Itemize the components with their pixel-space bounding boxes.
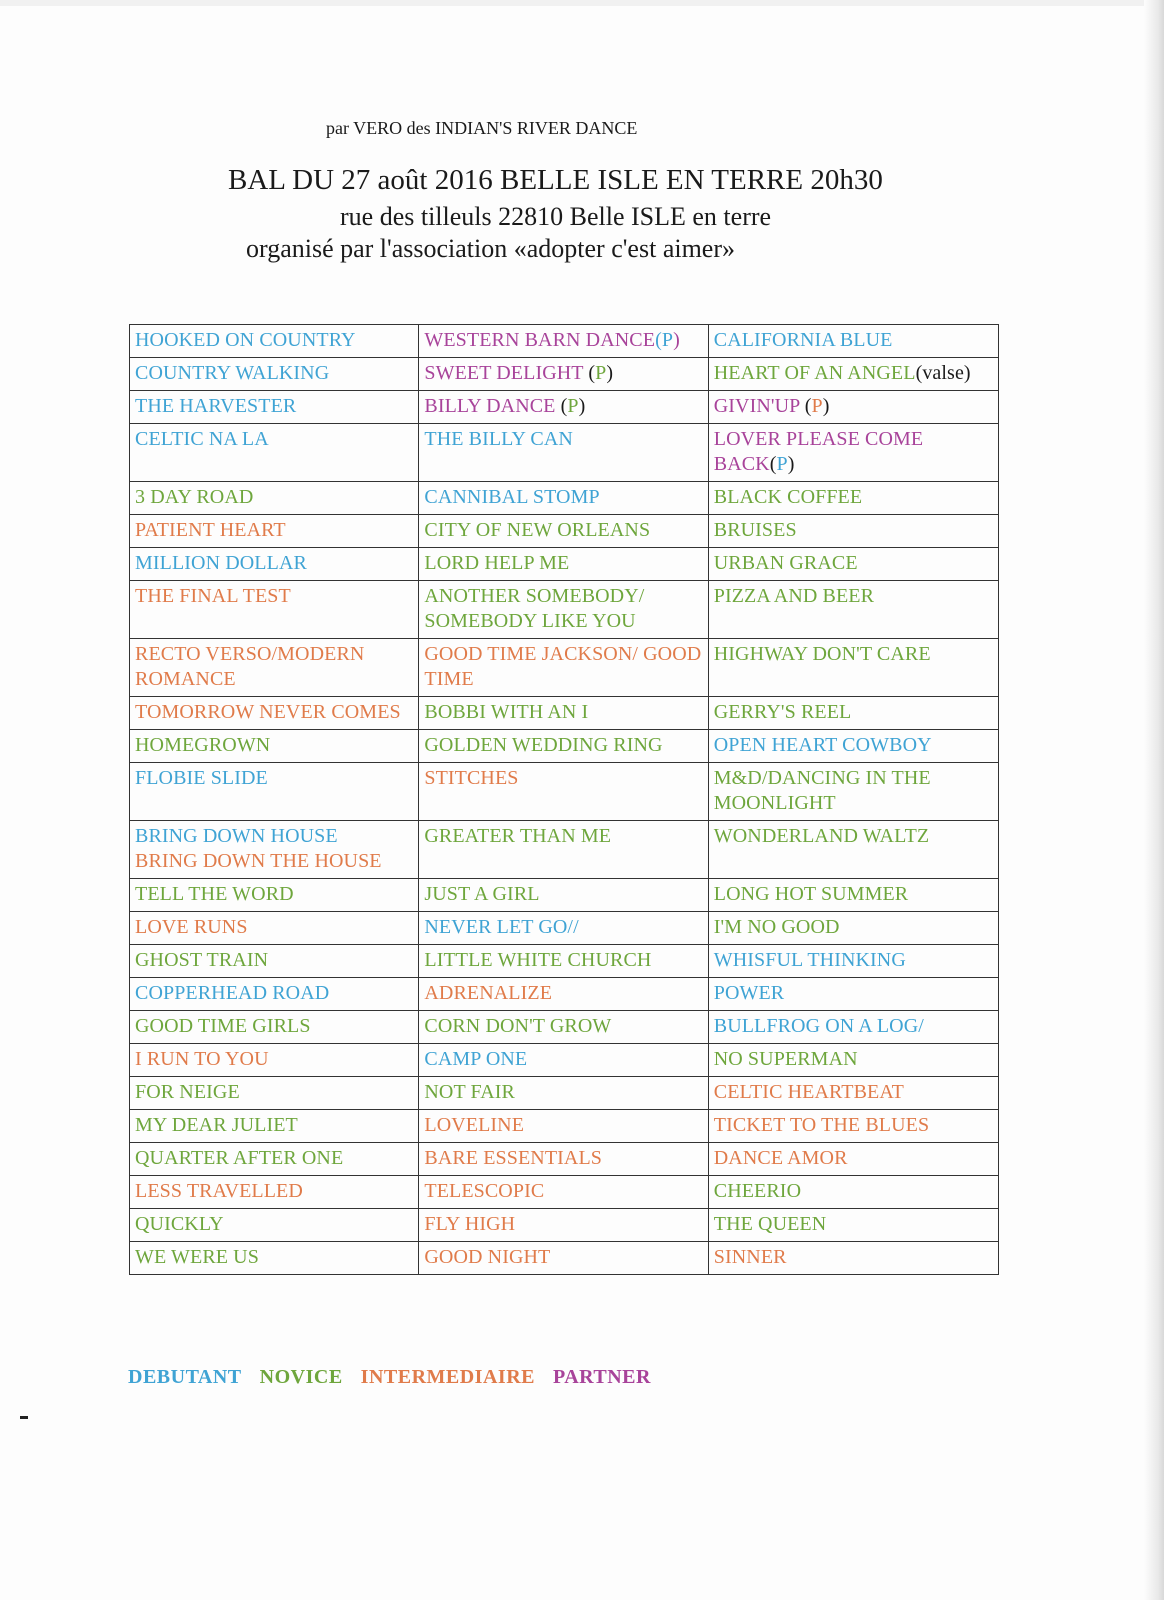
dance-name-segment: I RUN TO YOU	[135, 1048, 269, 1070]
dance-cell	[419, 1209, 708, 1242]
dance-cell	[708, 325, 998, 358]
dance-name-segment: THE BILLY CAN	[424, 428, 573, 450]
dance-cell	[708, 1044, 998, 1077]
dance-cell	[708, 581, 998, 639]
dance-cell	[708, 515, 998, 548]
dance-name-segment: HIGHWAY DON'T CARE	[713, 643, 931, 665]
dance-cell	[708, 391, 998, 424]
table-row	[130, 978, 999, 1011]
dance-name-segment: NOT FAIR	[424, 1081, 515, 1103]
dance-name-segment: GOOD NIGHT	[424, 1246, 551, 1268]
dance-name-segment: P	[811, 395, 823, 417]
dance-cell	[130, 1077, 419, 1110]
dance-cell	[419, 358, 708, 391]
dance-name-segment: NEVER LET GO//	[424, 916, 579, 938]
dance-name-segment: THE HARVESTER	[135, 395, 297, 417]
dance-name-segment: COPPERHEAD ROAD	[135, 982, 330, 1004]
dance-name-segment: QUICKLY	[135, 1213, 224, 1235]
dance-name-segment: P	[567, 395, 579, 417]
dance-name-segment: CALIFORNIA BLUE	[713, 329, 893, 351]
dance-name-segment: CELTIC HEARTBEAT	[713, 1081, 904, 1103]
dance-name-segment: ANOTHER SOMEBODY/ SOMEBODY LIKE YOU	[424, 585, 645, 632]
dance-cell	[130, 1044, 419, 1077]
dance-cell	[419, 325, 708, 358]
dance-cell	[419, 978, 708, 1011]
dance-cell	[419, 1077, 708, 1110]
dance-name-segment: FLOBIE SLIDE	[135, 767, 268, 789]
dance-name-segment: MILLION DOLLAR	[135, 552, 307, 574]
dance-cell	[708, 1176, 998, 1209]
dance-cell	[419, 763, 708, 821]
dance-cell	[419, 945, 708, 978]
dance-cell	[419, 697, 708, 730]
dance-name-segment: GREATER THAN ME	[424, 825, 612, 847]
dance-name-segment: CHEERIO	[713, 1180, 802, 1202]
dance-name-segment: CANNIBAL STOMP	[424, 486, 600, 508]
dance-name-segment: BRUISES	[713, 519, 797, 541]
author-line: par VERO des INDIAN'S RIVER DANCE	[326, 118, 638, 138]
dance-name-segment: LOVE RUNS	[135, 916, 248, 938]
dance-cell	[130, 912, 419, 945]
dance-name-segment: )	[578, 395, 586, 417]
table-row	[130, 697, 999, 730]
dance-cell	[130, 391, 419, 424]
dance-cell	[130, 515, 419, 548]
dance-cell	[708, 482, 998, 515]
dance-name-segment: FLY HIGH	[424, 1213, 516, 1235]
table-row	[130, 1011, 999, 1044]
dance-name-segment: URBAN GRACE	[713, 552, 858, 574]
dance-cell	[130, 325, 419, 358]
dance-name-segment: (	[804, 395, 812, 417]
dance-cell	[708, 879, 998, 912]
dance-name-segment: OPEN HEART COWBOY	[713, 734, 932, 756]
scan-right-edge	[1144, 0, 1164, 1600]
dance-cell	[708, 1209, 998, 1242]
dance-name-segment: )	[606, 362, 614, 384]
table-row	[130, 1209, 999, 1242]
dance-name-segment: WONDERLAND WALTZ	[713, 825, 930, 847]
legend-debutant: DEBUTANT	[128, 1366, 242, 1388]
dance-name-segment: BARE ESSENTIALS	[424, 1147, 602, 1169]
dance-name-segment: GHOST TRAIN	[135, 949, 269, 971]
dance-cell	[708, 945, 998, 978]
dance-cell	[708, 697, 998, 730]
dance-cell	[708, 548, 998, 581]
dance-cell	[708, 912, 998, 945]
table-row	[130, 1110, 999, 1143]
dance-cell	[708, 763, 998, 821]
dance-name-segment: P	[776, 453, 788, 475]
dance-cell	[419, 548, 708, 581]
legend-partner: PARTNER	[552, 1366, 651, 1388]
table-row	[130, 1044, 999, 1077]
dance-name-segment: PATIENT HEART	[135, 519, 286, 541]
dance-cell	[708, 1110, 998, 1143]
dance-name-segment: CITY OF NEW ORLEANS	[424, 519, 651, 541]
dance-name-segment: TELESCOPIC	[424, 1180, 545, 1202]
dance-name-segment: BILLY DANCE	[424, 395, 561, 417]
dance-name-segment: COUNTRY WALKING	[135, 362, 330, 384]
table-row	[130, 730, 999, 763]
table-row	[130, 515, 999, 548]
dance-name-segment: THE FINAL TEST	[135, 585, 291, 607]
dance-cell	[419, 1242, 708, 1275]
dance-name-segment: HOOKED ON COUNTRY	[135, 329, 356, 351]
dance-name-segment: ADRENALIZE	[424, 982, 553, 1004]
table-row	[130, 548, 999, 581]
dance-cell	[130, 763, 419, 821]
dance-cell	[419, 879, 708, 912]
table-row	[130, 1176, 999, 1209]
table-row	[130, 912, 999, 945]
dance-cell	[708, 730, 998, 763]
table-row	[130, 482, 999, 515]
dance-cell	[130, 879, 419, 912]
dance-name-segment: MY DEAR JULIET	[135, 1114, 298, 1136]
dance-name-segment: GIVIN'UP	[713, 395, 805, 417]
dance-name-segment: WE WERE US	[135, 1246, 259, 1268]
dance-cell	[130, 548, 419, 581]
page-title: BAL DU 27 août 2016 BELLE ISLE EN TERRE 20h30	[228, 164, 883, 196]
dance-name-segment: POWER	[713, 982, 785, 1004]
dance-name-segment: BLACK COFFEE	[713, 486, 863, 508]
dance-name-segment: THE QUEEN	[713, 1213, 827, 1235]
dance-cell	[419, 482, 708, 515]
table-row	[130, 391, 999, 424]
organizer-line: organisé par l'association «adopter c'est aimer»	[246, 234, 735, 263]
dance-cell	[130, 1209, 419, 1242]
dance-name-segment: )	[673, 329, 680, 351]
dance-name-segment: PIZZA AND BEER	[713, 585, 875, 607]
dance-cell	[708, 1077, 998, 1110]
table-row	[130, 581, 999, 639]
dance-cell	[419, 1011, 708, 1044]
scan-top-edge	[0, 0, 1164, 6]
dance-name-segment: (	[560, 395, 568, 417]
dance-cell	[708, 978, 998, 1011]
dance-name-segment: STITCHES	[424, 767, 519, 789]
dance-name-segment: TELL THE WORD	[135, 883, 294, 905]
dance-cell	[419, 912, 708, 945]
dance-name-segment: LOVELINE	[424, 1114, 525, 1136]
dance-name-segment: (	[588, 362, 596, 384]
dance-cell	[130, 581, 419, 639]
table-row	[130, 763, 999, 821]
dance-name-segment: BRING DOWN HOUSE	[135, 825, 338, 847]
dance-name-segment: P	[595, 362, 607, 384]
dance-name-segment: NO SUPERMAN	[713, 1048, 858, 1070]
dance-cell	[419, 1143, 708, 1176]
table-row	[130, 879, 999, 912]
dance-name-segment: GOOD TIME JACKSON/ GOOD TIME	[424, 643, 702, 690]
dance-name-segment: 3 DAY ROAD	[135, 486, 254, 508]
dance-name-segment: TOMORROW NEVER COMES	[135, 701, 401, 723]
dance-name-segment: CORN DON'T GROW	[424, 1015, 612, 1037]
dance-cell	[130, 1011, 419, 1044]
table-row	[130, 1242, 999, 1275]
dance-cell	[419, 515, 708, 548]
dance-name-segment: LORD HELP ME	[424, 552, 570, 574]
dance-name-segment: I'M NO GOOD	[713, 916, 840, 938]
dance-name-segment: )	[787, 453, 795, 475]
dance-cell	[419, 730, 708, 763]
dance-cell	[130, 1110, 419, 1143]
dance-name-segment: TICKET TO THE BLUES	[713, 1114, 930, 1136]
dance-cell	[130, 1143, 419, 1176]
dance-name-segment: QUARTER AFTER ONE	[135, 1147, 344, 1169]
dance-cell	[419, 639, 708, 697]
table-row	[130, 821, 999, 879]
level-legend	[128, 1366, 669, 1389]
legend-novice: NOVICE	[259, 1366, 343, 1388]
dance-cell	[130, 424, 419, 482]
dance-cell	[130, 358, 419, 391]
table-row	[130, 358, 999, 391]
dance-name-segment: JUST A GIRL	[424, 883, 540, 905]
dance-cell	[130, 639, 419, 697]
dance-cell	[130, 730, 419, 763]
dance-name-segment: HOMEGROWN	[135, 734, 271, 756]
dance-cell	[708, 1143, 998, 1176]
dance-name-segment: CELTIC NA LA	[135, 428, 269, 450]
dance-cell	[708, 358, 998, 391]
dance-name-segment: BOBBI WITH AN I	[424, 701, 589, 723]
dance-cell	[130, 821, 419, 879]
dance-name-segment: (	[769, 453, 777, 475]
table-row	[130, 325, 999, 358]
dance-name-segment: (valse)	[915, 362, 971, 384]
dance-name-segment: WESTERN BARN DANCE	[424, 329, 656, 351]
dance-name-segment: HEART OF AN ANGEL	[713, 362, 916, 384]
dance-name-segment: GOLDEN WEDDING RING	[424, 734, 663, 756]
dance-name-segment: LITTLE WHITE CHURCH	[424, 949, 652, 971]
dance-name-segment: BULLFROG ON A LOG/	[713, 1015, 924, 1037]
dance-name-segment: GERRY'S REEL	[713, 701, 852, 723]
dance-name-segment: CAMP ONE	[424, 1048, 528, 1070]
dance-cell	[419, 821, 708, 879]
dance-cell	[419, 1176, 708, 1209]
dance-cell	[708, 424, 998, 482]
address-line: rue des tilleuls 22810 Belle ISLE en terre	[340, 202, 772, 231]
scan-speck	[20, 1416, 28, 1419]
dance-name-segment: LESS TRAVELLED	[135, 1180, 303, 1202]
dance-name-segment: FOR NEIGE	[135, 1081, 240, 1103]
dance-cell	[708, 639, 998, 697]
dance-list-table	[129, 324, 999, 1275]
dance-name-segment: SINNER	[713, 1246, 787, 1268]
table-row	[130, 1077, 999, 1110]
dance-cell	[130, 482, 419, 515]
dance-list-body	[130, 325, 999, 1275]
dance-name-segment: M&D/DANCING IN THE MOONLIGHT	[713, 767, 931, 814]
dance-cell	[130, 697, 419, 730]
dance-cell	[130, 945, 419, 978]
dance-cell	[130, 978, 419, 1011]
dance-cell	[419, 391, 708, 424]
dance-name-segment: BRING DOWN THE HOUSE	[135, 850, 382, 872]
dance-cell	[130, 1242, 419, 1275]
dance-name-segment: )	[822, 395, 830, 417]
dance-name-segment: WHISFUL THINKING	[713, 949, 906, 971]
dance-cell	[419, 424, 708, 482]
table-row	[130, 639, 999, 697]
dance-cell	[708, 1011, 998, 1044]
legend-intermediaire: INTERMEDIAIRE	[360, 1366, 535, 1388]
dance-cell	[130, 1176, 419, 1209]
table-row	[130, 945, 999, 978]
dance-name-segment: (	[655, 329, 662, 351]
dance-name-segment: SWEET DELIGHT	[424, 362, 589, 384]
dance-name-segment: DANCE AMOR	[713, 1147, 848, 1169]
dance-name-segment: RECTO VERSO/MODERN ROMANCE	[135, 643, 365, 690]
dance-cell	[419, 581, 708, 639]
dance-name-segment: LOVER PLEASE COME BACK	[713, 428, 924, 475]
dance-name-segment: LONG HOT SUMMER	[713, 883, 909, 905]
dance-name-segment: P	[661, 329, 674, 351]
dance-name-segment: GOOD TIME GIRLS	[135, 1015, 311, 1037]
table-row	[130, 1143, 999, 1176]
table-row	[130, 424, 999, 482]
dance-cell	[419, 1044, 708, 1077]
dance-cell	[708, 821, 998, 879]
dance-cell	[708, 1242, 998, 1275]
dance-cell	[419, 1110, 708, 1143]
